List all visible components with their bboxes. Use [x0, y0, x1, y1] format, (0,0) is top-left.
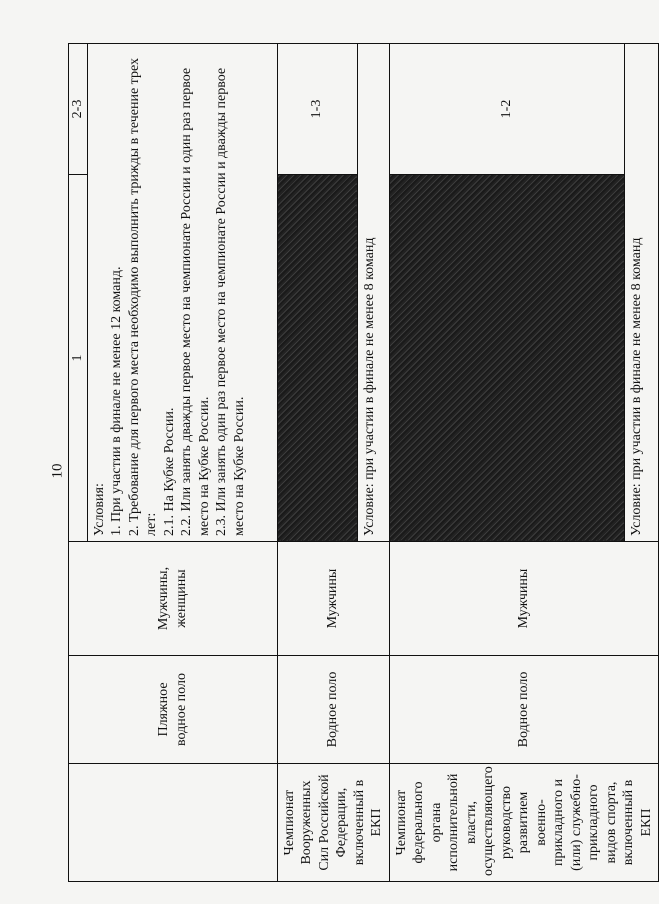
gender-cell: Мужчины, женщины: [69, 542, 278, 656]
gender-cell: Мужчины: [277, 542, 389, 656]
condition-line: 1. При участии в финале не менее 12 команд.: [109, 266, 124, 536]
sports-ranking-table: [68, 43, 659, 882]
page-number: 10: [49, 463, 66, 479]
discipline-cell: Пляжное водное поло: [69, 656, 278, 764]
places-cell: 1-3: [277, 44, 357, 175]
rotated-table-area: [68, 44, 654, 882]
header-place-2-3: 2-3: [69, 44, 88, 175]
condition-cell: Условие: при участии в финале не менее 8 команд: [625, 44, 659, 542]
gender-cell: Мужчины: [389, 542, 659, 656]
conditions-cell: [87, 44, 277, 542]
competition-cell: Чемпионат федерального органа исполнительной власти, осуществляющего руководство развитием военно-прикладного и (или) служебно-прикладного видов спорта, включенный в ЕКП: [389, 764, 659, 882]
condition-line: 2.2. Или занять дважды первое место на чемпионате России и один раз первое место на Кубке России.: [179, 67, 212, 536]
shaded-cell: [389, 175, 625, 542]
condition-line: Условия:: [91, 483, 107, 536]
condition-line: 2.3. Или занять один раз первое место на чемпионате России и дважды первое место на Кубке России.: [214, 67, 247, 536]
empty-competition-cell: [69, 764, 278, 882]
condition-line: 2.1. На Кубке России.: [161, 407, 177, 536]
places-cell: 1-2: [389, 44, 625, 175]
table-row: [277, 44, 357, 882]
condition-cell: Условие: при участии в финале не менее 8 команд: [357, 44, 389, 542]
shaded-cell: [277, 175, 357, 542]
discipline-cell: Водное поло: [389, 656, 659, 764]
discipline-cell: Водное поло: [277, 656, 389, 764]
table-row: [69, 44, 88, 882]
competition-cell: Чемпионат Вооруженных Сил Российской Федерации, включенный в ЕКП: [277, 764, 389, 882]
condition-line: 2. Требование для первого места необходимо выполнить трижды в течение трех лет:: [126, 58, 159, 536]
table-row: [389, 44, 625, 882]
header-place-1: 1: [69, 175, 88, 542]
